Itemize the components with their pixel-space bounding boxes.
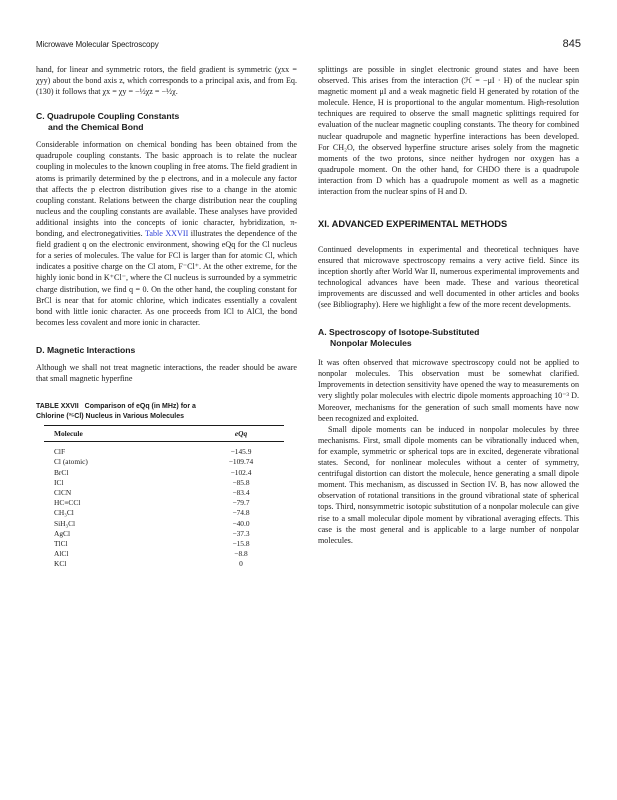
eqq-cell: −83.4 [232,487,250,497]
paragraph-developments: Continued developments in experimental and theoretical techniques have ensured that microwave spectroscopy remains a very active field. Since its inception shortly after World War II, numerous experimental improvements and technological advances have been made. These and various theoretical improvements are discussed and well documented in other articles and books (see Bibliography). Here we highlight a few of the more recent developments. [318,244,579,310]
table-row [44,457,284,467]
heading-isotope-substituted [318,327,579,349]
eqq-cell: −40.0 [232,518,250,528]
table-caption [36,402,297,421]
eqq-cell: −15.8 [232,538,250,548]
table-row [44,488,284,498]
molecule-cell: AgCl [54,528,71,538]
paragraph-hyperfine: splittings are possible in singlet electronic ground states and have been observed. This arises from the interaction (ℋ = −μI · H) of the nuclear spin magnetic moment μI and a weak magnetic field H generated by rotation of the molecule. Hence, H is proportional to the angular momentum. High-resolution techniques are required to observe the small magnetic splittings required for evaluation of the nuclear magnetic coupling constants. The theory for combined nuclear quadrupole and magnetic hyperfine interactions has been developed. For CH₂O, the observed hyperfine structure arises solely from the magnetic moments of the two protons, since neither hydrogen nor oxygen has a quadrupole moment. On the other hand, for CHDO there is a quadrupole interaction from D which has a quadrupole moment as well as a magnetic interaction from the nuclear spins of H and D. [318,65,579,197]
paragraph-magnetic: Although we shall not treat magnetic interactions, the reader should be aware that small magnetic hyperfine [36,362,297,383]
column-header-eqq: eQq [234,429,248,439]
caption-text: Comparison of eQq (in MHz) for a [84,403,196,411]
column-header-molecule: Molecule [54,429,83,439]
paragraph-chemical-bond [36,139,297,328]
table-row [44,468,284,478]
eqq-cell: −8.8 [234,549,248,559]
eqq-cell: −145.9 [230,447,252,457]
table-row [44,539,284,549]
left-column [36,64,297,570]
eqq-cell: −102.4 [230,467,252,477]
table-row [44,508,284,518]
molecule-cell: KCl [54,559,67,569]
eqq-cell: −79.7 [232,498,250,508]
table-xxvii [36,402,297,570]
paragraph-symmetry: hand, for linear and symmetric rotors, the field gradient is symmetric (χxx = χyy) about the bond axis z, which corresponds to a principal axis, and from Eq. (130) it follows that χx = χy = −½χz = −½χ. [36,65,297,97]
paragraph-text: illustrates the dependence of the field gradient q on the electronic environment, showing eQq for the Cl nucleus for a series of molecules. The value for FCl is larger than for atomic Cl, which indicates a positive charge on the Cl atom, F⁻Cl⁺. At the other extreme, for the highly ionic bond in K⁺Cl⁻, where the Cl nucleus is surrounded by a symmetric charge distribution, we find q = 0. On the other hand, the coupling constant for BrCl is near that for atomic chlorine, which indicates essentially a covalent bond with little ionic character. As one proceeds from ICl to AlCl, the bond becomes less covalent and more ionic in character. [36,229,297,327]
molecule-cell: SiH₃Cl [54,518,76,528]
right-column [318,64,579,546]
table-row [44,478,284,488]
molecule-cell: BrCl [54,467,69,477]
molecule-cell: ClCN [54,487,72,497]
table-header-row [44,426,284,442]
molecule-cell: AlCl [54,549,69,559]
eqq-cell: 0 [239,559,243,569]
table-row [44,498,284,508]
molecule-cell: TlCl [54,538,68,548]
paragraph-mechanisms: Small dipole moments can be induced in nonpolar molecules by three mechanisms. First, small dipole moments can be vibrationally induced when, for example, symmetric or spherical tops are in excited, degenerate vibrational states. Second, for nonlinear molecules without a center of symmetry, centrifugal distortion can distort the molecule, hence generating a small dipole moment. This mechanism, as discussed in Section IV. B, has now allowed the observation of rotational transitions in the ground vibrational state of spherical tops. Third, nonsymmetric isotopic substitution of a nonpolar molecule can give rise to a small molecular dipole moment by vibrational averaging effects. This case is the most general and is applicable to a large number of nonpolar molecules. [318,424,579,545]
table-row [44,442,284,458]
data-table [44,426,284,570]
molecule-cell: Cl (atomic) [54,457,88,467]
paragraph-text: Considerable information on chemical bonding has been obtained from the quadrupole coupling constants. The basic approach is to relate the nuclear coupling in molecules to the known coupling in free atoms. The field gradient in atoms is primarily determined by the p electrons, and in a molecule any factor that affects the p electron distribution gives rise to a change in the atomic coupling constant. Relations between the charge distribution near the coupling nucleus and the coupling constants are available. These analyses have provided additional insights into the concepts of ionic character, hybridization, π-bonding, and electronegativities. [36,140,297,239]
table-row [44,519,284,529]
table-row [44,559,284,569]
table-label: TABLE XXVII [36,403,79,411]
table-reference-link[interactable]: Table XXVII [144,229,189,239]
caption-text: Chlorine (³⁵Cl) Nucleus in Various Molecules [36,412,184,420]
table-row [44,529,284,539]
molecule-cell: ClF [54,447,66,457]
eqq-cell: −85.8 [232,477,250,487]
heading-line: and the Chemical Bond [48,122,144,133]
eqq-cell: −109.74 [228,457,254,467]
eqq-cell: −37.3 [232,528,250,538]
heading-magnetic-interactions: D. Magnetic Interactions [36,344,136,355]
table-row [44,549,284,559]
molecule-cell: HC≡CCl [54,498,81,508]
heading-quadrupole-coupling [36,111,297,133]
eqq-cell: −74.8 [232,508,250,518]
molecule-cell: CH₃Cl [54,508,74,518]
heading-advanced-methods: XI. ADVANCED EXPERIMENTAL METHODS [318,219,508,230]
heading-line: C. Quadrupole Coupling Constants [36,111,180,122]
page-header [36,40,581,54]
page-number: 845 [562,38,581,50]
heading-line: Nonpolar Molecules [330,338,412,349]
running-head: Microwave Molecular Spectroscopy [36,40,159,49]
heading-line: A. Spectroscopy of Isotope-Substituted [318,327,480,338]
paragraph-nonpolar: It was often observed that microwave spectroscopy could not be applied to nonpolar molecules. This observation must be somewhat clarified. Improvements in detection sensitivity have opened the way to measurements on very slightly polar molecules with electric dipole moments approaching 10⁻³ D. Moreover, mechanisms for the generation of such small moments have now been recognized and exploited. [318,358,579,423]
molecule-cell: ICl [54,477,64,487]
